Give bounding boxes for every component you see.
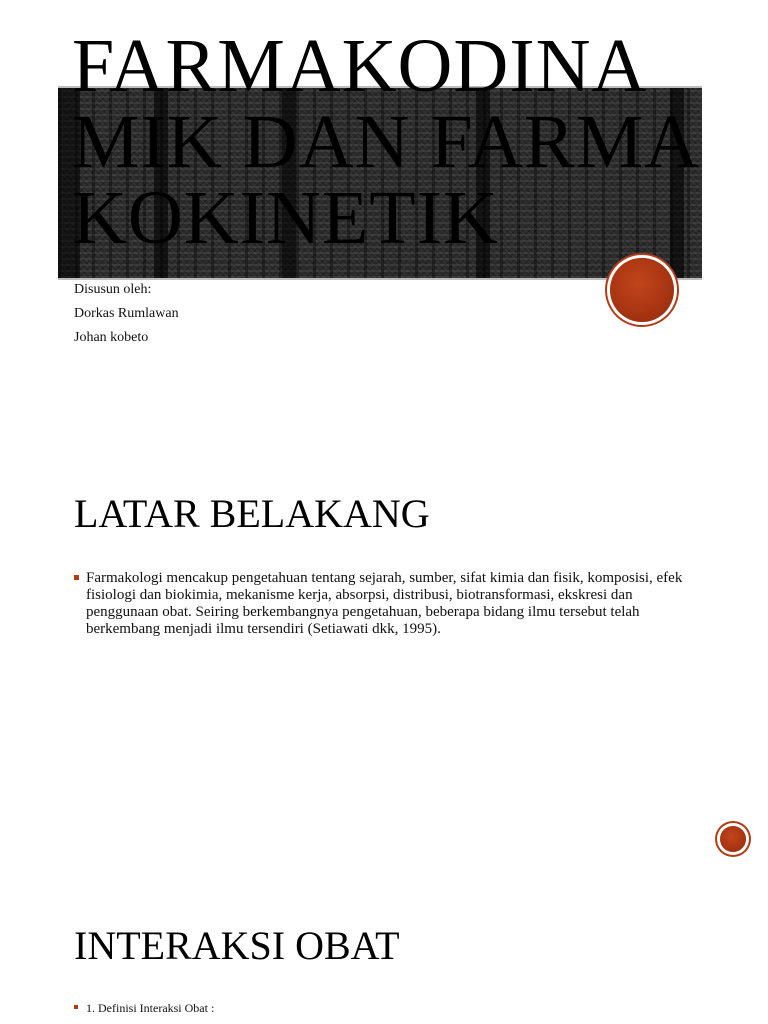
authors-label: Disusun oleh: [74, 282, 152, 297]
accent-circle-icon [720, 826, 746, 852]
author-name: Johan kobeto [74, 330, 149, 345]
interaction-slide [0, 900, 768, 1024]
title-slide [0, 0, 768, 420]
bullet-list [74, 570, 704, 638]
background-slide [0, 440, 768, 880]
bullet-item [74, 570, 704, 638]
accent-circle-icon [610, 258, 674, 322]
author-list [74, 278, 179, 350]
section-heading: INTERAKSI OBAT [74, 923, 400, 968]
bullet-text: Farmakologi mencakup pengetahuan tentang sejarah, sumber, sifat kimia dan fisik, komposisi, efek fisiologi dan biokimia, mekanisme kerja, absorpsi, distribusi, biotransformasi, ekskresi dan penggunaan obat. Seiring berkembangnya pengetahuan, beberapa bidang ilmu tersebut telah berkembang menjadi ilmu tersendiri (Setiawati dkk, 1995). [86, 570, 683, 637]
slide-title: FARMAKODINAMIK DAN FARMAKOKINETIK [72, 24, 701, 260]
author-name: Dorkas Rumlawan [74, 306, 179, 321]
bullet-item [74, 1000, 704, 1016]
square-bullet-icon [74, 1005, 78, 1009]
bullet-list [74, 1000, 704, 1016]
section-heading: LATAR BELAKANG [74, 491, 430, 536]
square-bullet-icon [74, 575, 79, 580]
bullet-text: 1. Definisi Interaksi Obat : [86, 1001, 215, 1015]
